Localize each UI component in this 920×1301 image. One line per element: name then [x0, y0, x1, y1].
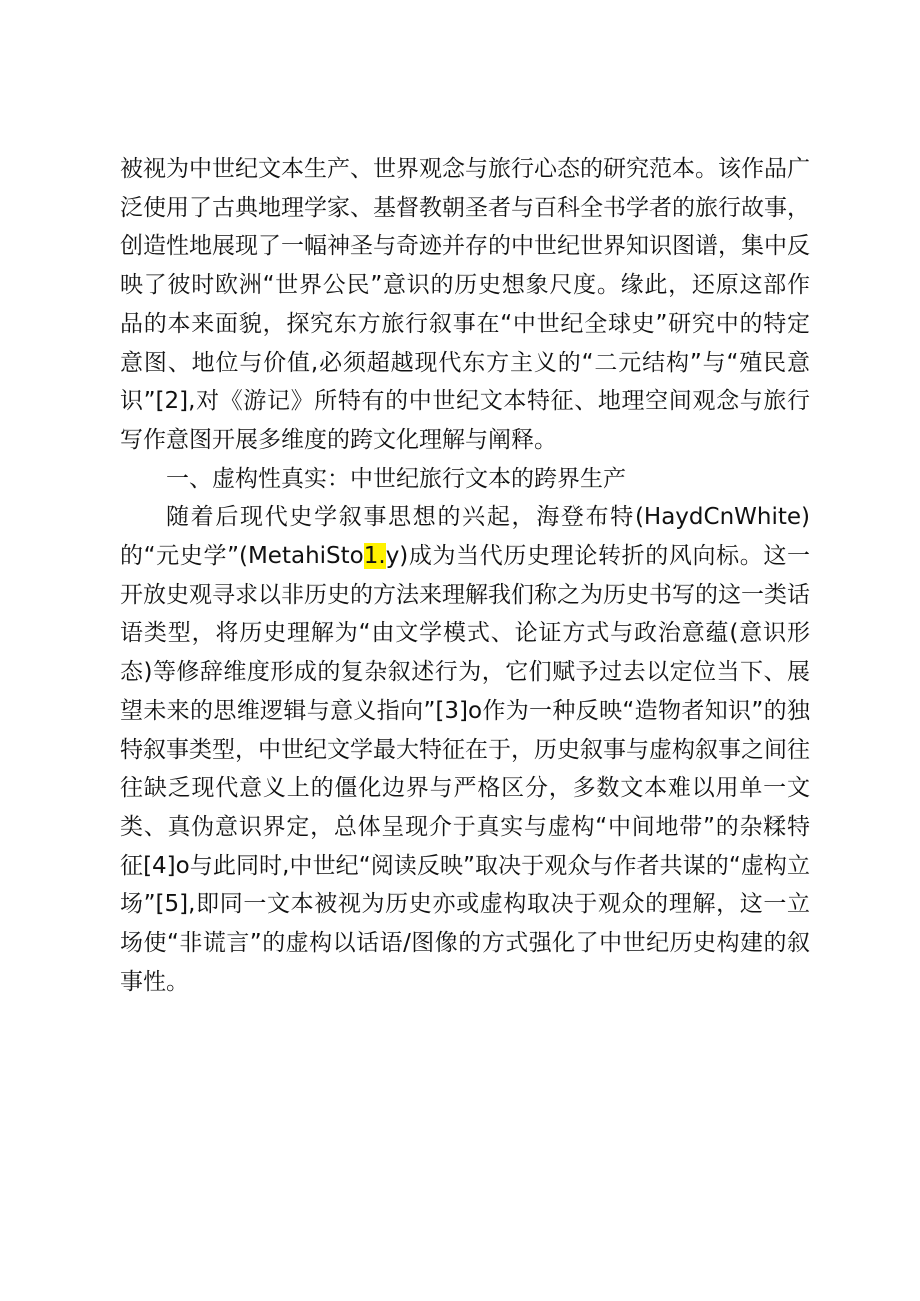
- paragraph-2-text-a: 随着后现代史学叙事思想的兴起，海登布特(HaydCnWhite)的“元史学”(MetahiSto: [120, 504, 810, 570]
- highlighted-text: 1.: [363, 543, 386, 570]
- paragraph-2: [120, 498, 810, 1001]
- document-body: [120, 150, 810, 1001]
- paragraph-2-text-b: y)成为当代历史理论转折的风向标。这一开放史观寻求以非历史的方法来理解我们称之为历史书写的这一类话语类型，将历史理解为“由文学模式、论证方式与政治意蕴(意识形态)等修辞维度形成的复杂叙述行为，它们赋予过去以定位当下、展望未来的思维逻辑与意义指向”[3]o作为一种反映“造物者知识”的独特叙事类型，中世纪文学最大特征在于，历史叙事与虚构叙事之间往往缺乏现代意义上的僵化边界与严格区分，多数文本难以用单一文类、真伪意识界定，总体呈现介于真实与虚构“中间地带”的杂糅特征[4]o与此同时,中世纪“阅读反映”取决于观众与作者共谋的“虚构立场”[5],即同一文本被视为历史亦或虚构取决于观众的理解，这一立场使“非谎言”的虚构以话语/图像的方式强化了中世纪历史构建的叙事性。: [120, 543, 810, 995]
- paragraph-1: 被视为中世纪文本生产、世界观念与旅行心态的研究范本。该作品广泛使用了古典地理学家、基督教朝圣者与百科全书学者的旅行故事，创造性地展现了一幅神圣与奇迹并存的中世纪世界知识图谱，集中反映了彼时欧洲“世界公民”意识的历史想象尺度。缘此，还原这部作品的本来面貌，探究东方旅行叙事在“中世纪全球史”研究中的特定意图、地位与价值,必须超越现代东方主义的“二元结构”与“殖民意识”[2],对《游记》所特有的中世纪文本特征、地理空间观念与旅行写作意图开展多维度的跨文化理解与阐释。: [120, 156, 810, 453]
- section-heading: 一、虚构性真实：中世纪旅行文本的跨界生产: [166, 465, 626, 492]
